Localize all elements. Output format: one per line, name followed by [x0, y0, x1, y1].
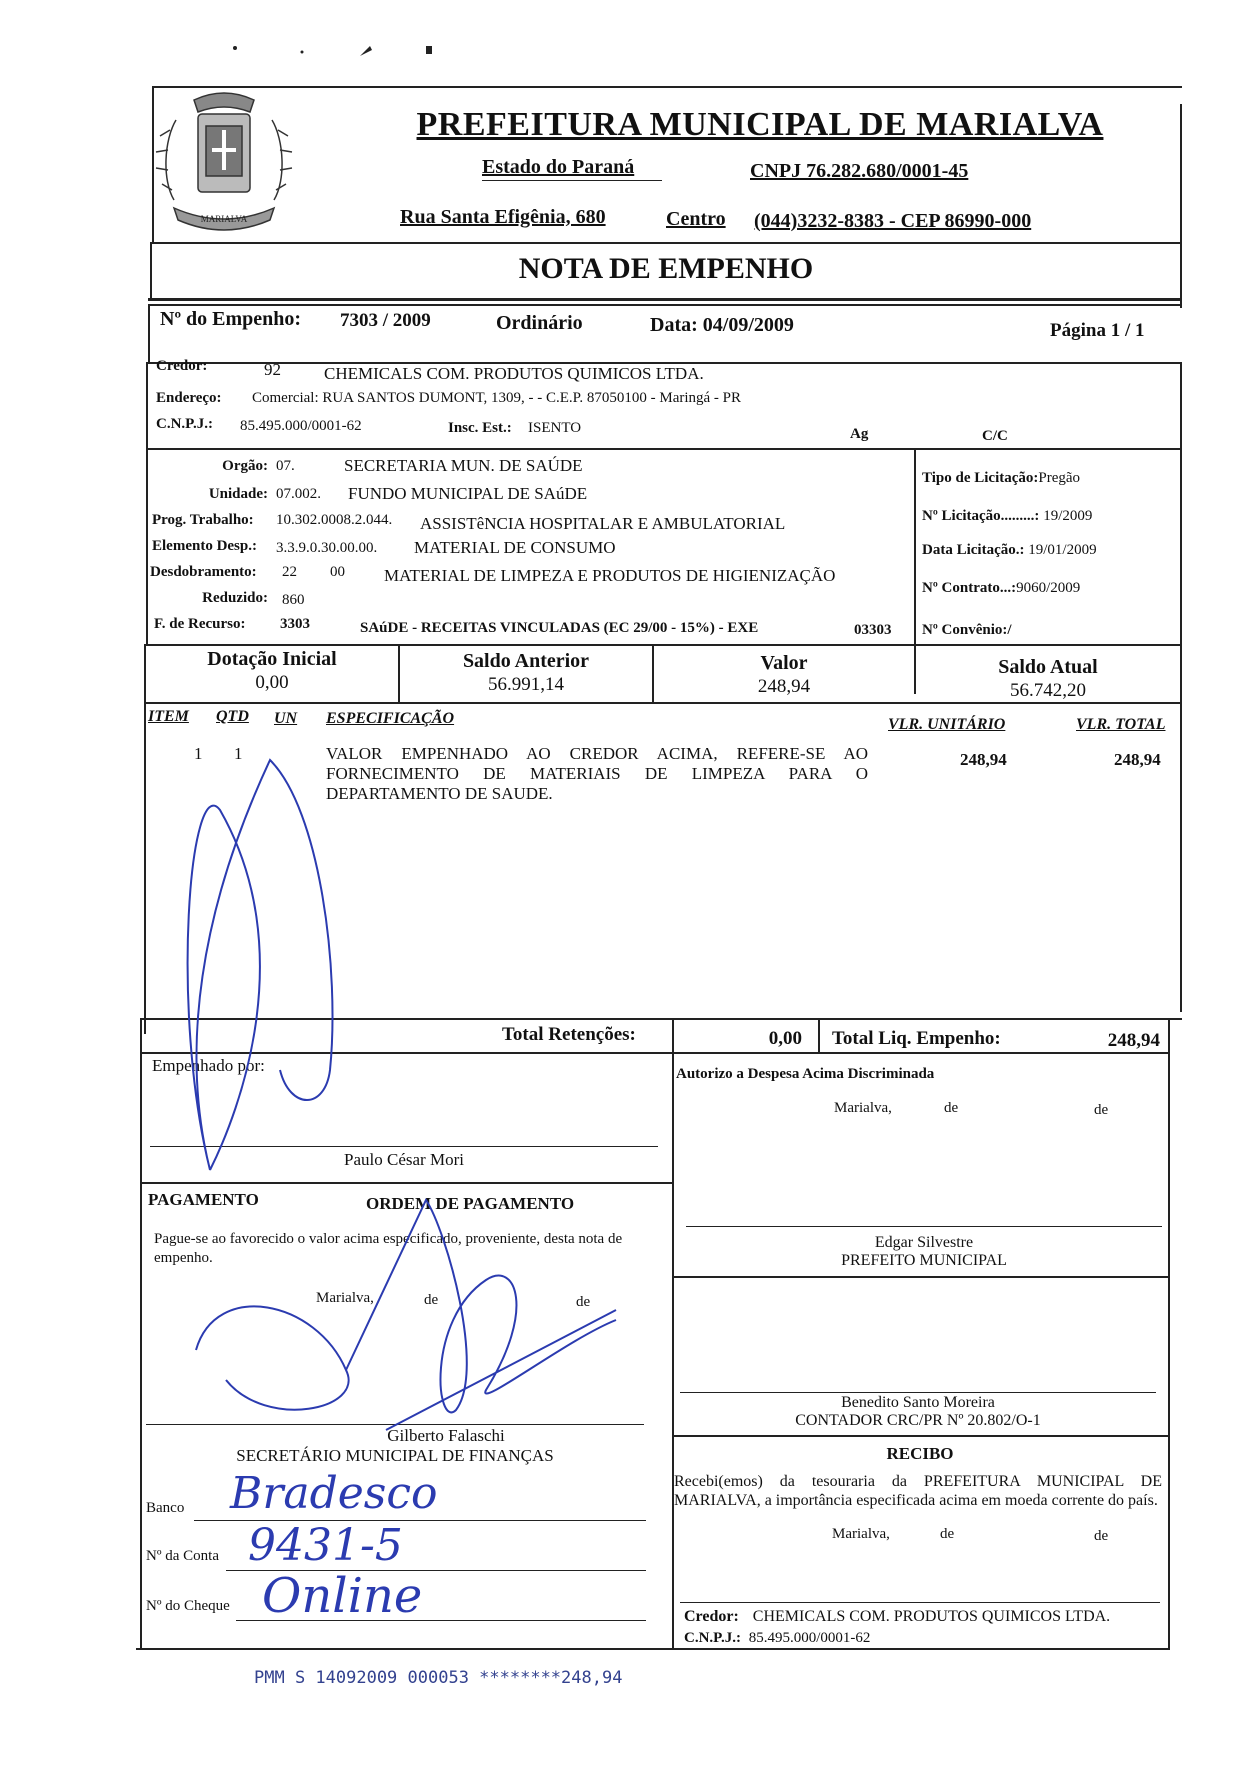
recibo-credor-label: Credor:: [684, 1608, 739, 1625]
svg-text:MARIALVA: MARIALVA: [200, 214, 248, 224]
contrato-value: 9060/2009: [1016, 580, 1081, 596]
recurso-num: 03303: [854, 622, 892, 638]
contador-nome: Benedito Santo Moreira: [841, 1394, 995, 1411]
contador-cargo: CONTADOR CRC/PR Nº 20.802/O-1: [795, 1412, 1041, 1429]
orgao-code: 07.: [276, 458, 295, 474]
banco-handwritten: Bradesco: [230, 1468, 438, 1519]
saldo-anterior-value: 56.991,14: [488, 674, 564, 695]
pagamento-label: PAGAMENTO: [148, 1190, 259, 1209]
elemento-code: 3.3.9.0.30.00.00.: [276, 540, 378, 556]
unidade-name: FUNDO MUNICIPAL DE SAúDE: [348, 484, 588, 503]
pagamento-de-2: de: [576, 1294, 591, 1310]
prog-code: 10.302.0008.2.044.: [276, 512, 393, 528]
conta-label: Nº da Conta: [146, 1548, 219, 1564]
autorizo-de-1: de: [944, 1100, 959, 1116]
item-total-value: 248,94: [1114, 750, 1161, 769]
street-label: Rua Santa Efigênia, 680: [400, 206, 606, 228]
document-title: NOTA DE EMPENHO: [518, 252, 814, 285]
unidade-code: 07.002.: [276, 486, 321, 502]
conta-handwritten: 9431-5: [248, 1520, 403, 1571]
municipal-crest: [154, 90, 294, 240]
insc-label: Insc. Est.:: [448, 420, 512, 436]
cheque-handwritten: Online: [262, 1568, 423, 1624]
empenhado-por-label: Empenhado por:: [152, 1056, 265, 1075]
ordem-pagamento-label: ORDEM DE PAGAMENTO: [366, 1194, 575, 1213]
saldo-atual-label: Saldo Atual: [998, 656, 1098, 678]
credor-address: Comercial: RUA SANTOS DUMONT, 1309, - - C.E.P. 87050100 - Maringá - PR: [252, 390, 742, 406]
recibo-credor: CHEMICALS COM. PRODUTOS QUIMICOS LTDA.: [752, 1608, 1111, 1625]
empenho-date: Data: 04/09/2009: [650, 314, 794, 336]
item-unit-value: 248,94: [960, 750, 1007, 769]
convenio-label: Nº Convênio:/: [922, 622, 1012, 638]
retencoes-value: 0,00: [768, 1028, 802, 1049]
prefeito-cargo: PREFEITO MUNICIPAL: [841, 1252, 1007, 1269]
elemento-name: MATERIAL DE CONSUMO: [414, 538, 616, 557]
desdob-label: Desdobramento:: [150, 564, 257, 580]
cnpj-label: C.N.P.J.:: [156, 416, 213, 432]
credor-code: 92: [264, 360, 281, 379]
tipo-licitacao-label: Tipo de Licitação:: [922, 470, 1039, 486]
empenho-label: Nº do Empenho:: [160, 308, 302, 330]
item-qtd: 1: [234, 744, 243, 763]
unidade-label: Unidade:: [208, 486, 268, 502]
page-number: Página 1 / 1: [1050, 320, 1145, 341]
elemento-label: Elemento Desp.:: [152, 538, 257, 554]
recibo-de-2: de: [1094, 1528, 1109, 1544]
reduzido-label: Reduzido:: [202, 590, 268, 606]
tipo-licitacao-value: Pregão: [1038, 470, 1081, 486]
liquido-value: 248,94: [1107, 1030, 1160, 1051]
cnpj-header: CNPJ 76.282.680/0001-45: [750, 160, 969, 182]
state-label: Estado do Paraná: [482, 156, 635, 178]
prefeito-nome: Edgar Silvestre: [874, 1234, 974, 1251]
prog-label: Prog. Trabalho:: [152, 512, 254, 528]
col-vlr-total: VLR. TOTAL: [1076, 716, 1166, 733]
num-licitacao-value: 19/2009: [1039, 508, 1093, 524]
recibo-marialva: Marialva,: [832, 1526, 890, 1542]
credor-cnpj: 85.495.000/0001-62: [240, 418, 362, 434]
empenho-type: Ordinário: [496, 312, 583, 334]
dotacao-label: Dotação Inicial: [207, 648, 337, 670]
item-number: 1: [194, 744, 203, 763]
desdob-a: 22: [282, 564, 297, 580]
payment-stamp: PMM S 14092009 000053 ********248,94: [254, 1668, 623, 1688]
col-un: UN: [274, 710, 298, 727]
orgao-name: SECRETARIA MUN. DE SAÚDE: [344, 456, 583, 475]
recibo-cnpj-label: C.N.P.J.:: [684, 1630, 741, 1646]
saldo-atual-value: 56.742,20: [1010, 680, 1086, 701]
data-licitacao-label: Data Licitação.:: [922, 542, 1025, 558]
orgao-label: Orgão:: [222, 458, 268, 474]
col-qtd: QTD: [216, 708, 249, 725]
cc-label: C/C: [982, 428, 1008, 444]
pagamento-text: Pague-se ao favorecido o valor acima especificado, proveniente, desta nota de empenho.: [154, 1231, 623, 1266]
recibo-text: Recebi(emos) da tesouraria da PREFEITURA MUNICIPAL DE MARIALVA, a importância especificada acima em moeda corrente do país.: [674, 1473, 1162, 1509]
autorizo-de-2: de: [1094, 1102, 1109, 1118]
num-licitacao-label: Nº Licitação.........:: [922, 508, 1040, 524]
valor-label: Valor: [760, 652, 808, 674]
autorizo-marialva: Marialva,: [834, 1100, 892, 1116]
retencoes-label: Total Retenções:: [502, 1024, 636, 1045]
ag-label: Ag: [850, 426, 869, 442]
credor-label: Credor:: [156, 358, 208, 374]
item-desc-line2: FORNECIMENTO DE MATERIAIS DE LIMPEZA PARA O: [326, 764, 868, 783]
pagamento-marialva: Marialva,: [316, 1290, 374, 1306]
scan-marks: [230, 42, 440, 62]
item-desc-line1: VALOR EMPENHADO AO CREDOR ACIMA, REFERE-SE AO: [326, 744, 868, 763]
reduzido-value: 860: [282, 592, 305, 608]
saldo-anterior-label: Saldo Anterior: [462, 650, 590, 672]
dotacao-value: 0,00: [255, 672, 289, 693]
signature-pagamento: [186, 1190, 626, 1440]
secretario-nome: Gilberto Falaschi: [387, 1426, 505, 1445]
empenhado-nome: Paulo César Mori: [344, 1150, 464, 1169]
phone-cep-label: (044)3232-8383 - CEP 86990-000: [754, 210, 1032, 232]
prog-name: ASSISTêNCIA HOSPITALAR E AMBULATORIAL: [420, 514, 786, 533]
signature-empenho: [180, 750, 420, 1180]
pagamento-de-1: de: [424, 1292, 439, 1308]
contrato-label: Nº Contrato...:: [922, 580, 1017, 596]
district-label: Centro: [666, 208, 726, 230]
data-licitacao-value: 19/01/2009: [1024, 542, 1097, 558]
cheque-label: Nº do Cheque: [146, 1598, 230, 1614]
col-especificacao: ESPECIFICAÇÃO: [326, 710, 455, 727]
item-desc-line3: DEPARTAMENTO DE SAUDE.: [326, 784, 553, 803]
liquido-label: Total Liq. Empenho:: [832, 1028, 1001, 1049]
autorizo-label: Autorizo a Despesa Acima Discriminada: [676, 1066, 935, 1082]
recurso-code: 3303: [280, 616, 310, 632]
recibo-title: RECIBO: [886, 1444, 954, 1463]
col-vlr-unitario: VLR. UNITÁRIO: [888, 716, 1006, 733]
page-title: PREFEITURA MUNICIPAL DE MARIALVA: [416, 106, 1104, 143]
recibo-de-1: de: [940, 1526, 955, 1542]
recurso-label: F. de Recurso:: [154, 616, 246, 632]
valor-value: 248,94: [757, 676, 811, 697]
credor-name: CHEMICALS COM. PRODUTOS QUIMICOS LTDA.: [324, 364, 704, 383]
empenho-number: 7303 / 2009: [340, 310, 431, 331]
recurso-name: SAúDE - RECEITAS VINCULADAS (EC 29/00 - 15%) - EXE: [360, 620, 759, 636]
address-label: Endereço:: [156, 390, 222, 406]
recibo-cnpj: 85.495.000/0001-62: [748, 1630, 871, 1646]
desdob-b: 00: [330, 564, 345, 580]
secretario-cargo: SECRETÁRIO MUNICIPAL DE FINANÇAS: [236, 1446, 554, 1465]
desdob-name: MATERIAL DE LIMPEZA E PRODUTOS DE HIGIENIZAÇÃO: [384, 566, 836, 585]
insc-value: ISENTO: [528, 420, 582, 436]
banco-label: Banco: [146, 1500, 185, 1516]
col-item: ITEM: [148, 708, 189, 725]
